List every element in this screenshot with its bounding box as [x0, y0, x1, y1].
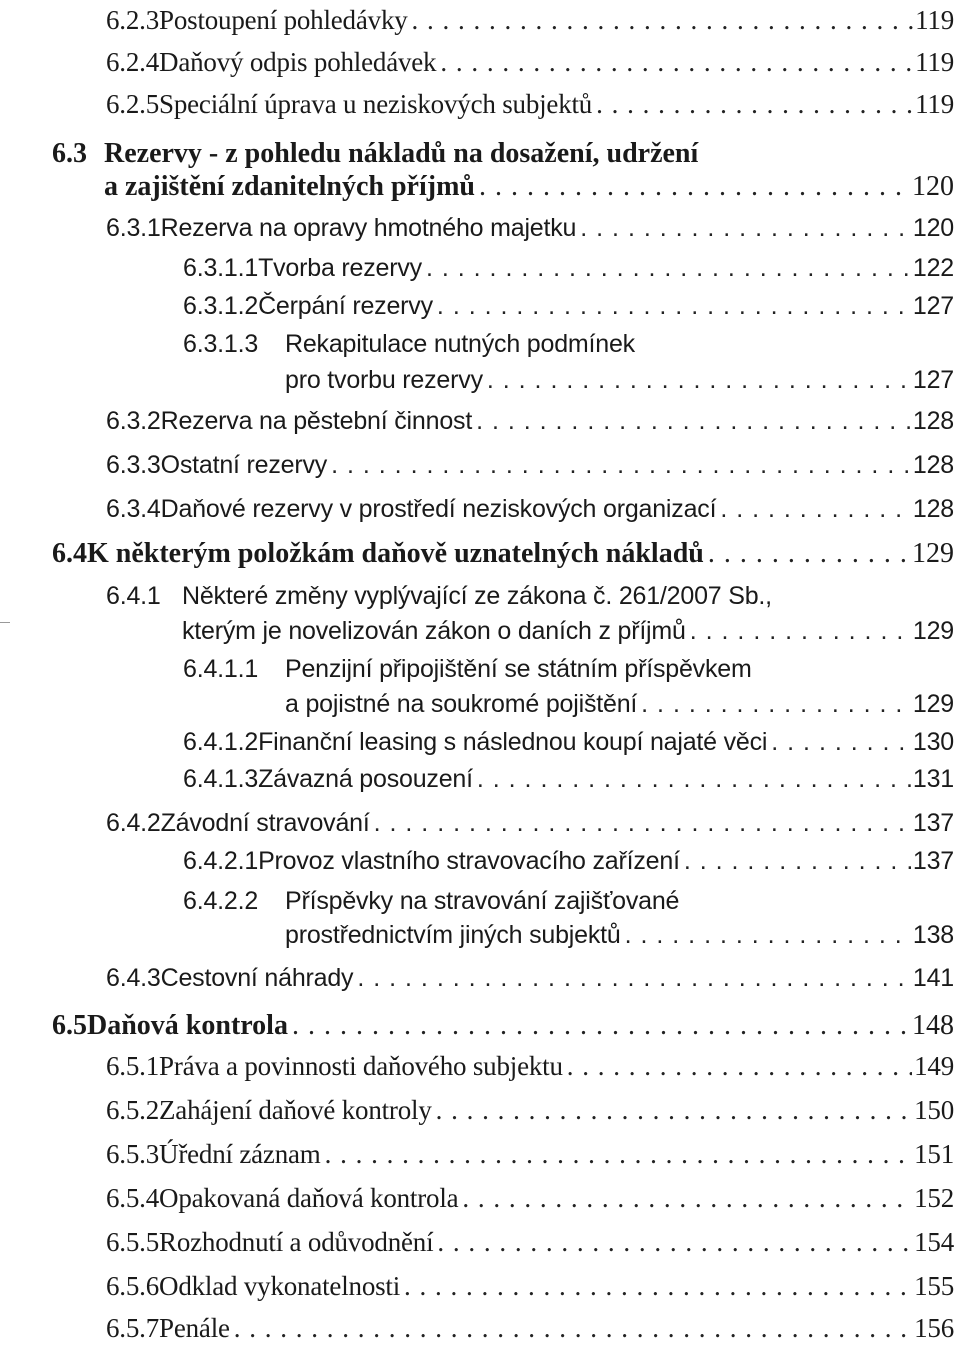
entry-heading	[52, 136, 698, 172]
entry-page: 120	[912, 171, 954, 202]
entry-page: 128	[912, 407, 954, 435]
entry-title: Provoz vlastního stravovacího zařízení	[258, 847, 680, 875]
entry-number: 6.3.4	[106, 495, 161, 523]
dot-leader	[641, 686, 911, 722]
entry-page: 152	[914, 1183, 954, 1213]
entry-number: 6.5	[52, 1010, 87, 1041]
entry-page: 127	[912, 366, 954, 394]
entry-page: 120	[912, 214, 954, 242]
entry-page: 155	[914, 1271, 954, 1301]
entry-number: 6.5.5	[106, 1227, 160, 1257]
entry-title: Speciální úprava u neziskových subjektů	[159, 89, 593, 119]
entry-page: 137	[912, 809, 954, 837]
entry-number: 6.4	[52, 538, 87, 569]
dot-leader	[596, 86, 913, 122]
dot-leader	[331, 447, 911, 483]
dot-leader	[357, 960, 911, 996]
dot-leader	[437, 1224, 912, 1260]
dot-leader	[487, 362, 911, 398]
dot-leader	[440, 44, 913, 80]
entry-title-line2: a zajištění zdanitelných příjmů	[104, 171, 475, 202]
dot-leader	[426, 250, 911, 286]
entry-title: Daňový odpis pohledávek	[159, 47, 437, 77]
entry-page: 129	[912, 538, 954, 569]
dot-leader	[708, 536, 910, 572]
entry-title-line2: kterým je novelizován zákon o daních z příjmů	[182, 617, 686, 645]
entry-title: Rozhodnutí a odůvodnění	[159, 1227, 434, 1257]
entry-number: 6.3.3	[106, 451, 161, 479]
entry-number: 6.3.1.2	[183, 292, 259, 320]
dot-leader	[690, 613, 911, 649]
entry-number: 6.3.1.1	[183, 254, 259, 282]
entry-page: 130	[912, 728, 954, 756]
entry-page: 119	[915, 89, 954, 119]
entry-title: Daňová kontrola	[87, 1010, 288, 1041]
entry-page: 131	[912, 765, 954, 793]
entry-number: 6.3.2	[106, 407, 161, 435]
entry-number: 6.5.7	[106, 1313, 160, 1343]
dot-leader	[771, 724, 911, 760]
entry-page: 151	[914, 1139, 954, 1169]
dot-leader	[567, 1048, 912, 1084]
dot-leader	[404, 1268, 912, 1304]
entry-title-line2: a pojistné na soukromé pojištění	[285, 690, 638, 718]
dot-leader	[479, 169, 910, 205]
entry-number: 6.5.1	[106, 1051, 160, 1081]
entry-title: Finanční leasing s následnou koupí najaté věci	[258, 728, 768, 756]
dot-leader	[462, 1180, 912, 1216]
entry-title: Čerpání rezervy	[258, 292, 433, 320]
entry-title: Tvorba rezervy	[258, 254, 422, 282]
entry-title-line1: Příspěvky na stravování zajišťované	[285, 887, 680, 915]
entry-number: 6.4.3	[106, 964, 161, 992]
entry-title-line1: Rekapitulace nutných podmínek	[285, 330, 635, 358]
dot-leader	[684, 843, 911, 879]
entry-number: 6.5.3	[106, 1139, 160, 1169]
dot-leader	[625, 917, 911, 953]
entry-page: 128	[912, 451, 954, 479]
entry-page: 156	[914, 1313, 954, 1343]
entry-page: 149	[914, 1051, 954, 1081]
entry-page: 141	[912, 964, 954, 992]
entry-number: 6.3	[52, 138, 87, 169]
entry-page: 129	[912, 690, 954, 718]
dot-leader	[234, 1310, 912, 1346]
entry-page: 150	[914, 1095, 954, 1125]
entry-page: 119	[915, 5, 954, 35]
dot-leader	[412, 2, 914, 38]
entry-number: 6.4.1.2	[183, 728, 259, 756]
entry-title: Úřední záznam	[159, 1139, 321, 1169]
entry-number: 6.2.3	[106, 5, 160, 35]
entry-number: 6.5.2	[106, 1095, 160, 1125]
dot-leader	[325, 1136, 913, 1172]
entry-title-line2: pro tvorbu rezervy	[285, 366, 483, 394]
entry-title: Postoupení pohledávky	[159, 5, 408, 35]
entry-number: 6.4.1.3	[183, 765, 259, 793]
dot-leader	[436, 1092, 912, 1128]
entry-title: Cestovní náhrady	[160, 964, 354, 992]
entry-number: 6.3.1.3	[183, 330, 259, 358]
entry-page: 138	[912, 921, 954, 949]
entry-page: 154	[914, 1227, 954, 1257]
entry-title: Ostatní rezervy	[160, 451, 328, 479]
entry-number: 6.4.1.1	[183, 655, 259, 683]
entry-number: 6.4.2.2	[183, 887, 259, 915]
entry-number: 6.4.1	[106, 582, 161, 610]
dot-leader	[292, 1008, 910, 1044]
entry-title-line1: Penzijní připojištění se státním příspěvkem	[285, 655, 752, 683]
entry-page: 128	[912, 495, 954, 523]
entry-title: K některým položkám daňově uznatelných nákladů	[87, 538, 704, 569]
entry-title: Daňové rezervy v prostředí neziskových organizací	[160, 495, 717, 523]
margin-mark	[0, 622, 10, 623]
entry-page: 148	[912, 1010, 954, 1041]
entry-number: 6.4.2.1	[183, 847, 259, 875]
entry-title: Penále	[159, 1313, 230, 1343]
entry-title-line2: prostřednictvím jiných subjektů	[285, 921, 621, 949]
entry-page: 119	[915, 47, 954, 77]
entry-page: 129	[912, 617, 954, 645]
entry-number: 6.2.5	[106, 89, 160, 119]
entry-page: 127	[912, 292, 954, 320]
entry-title-line1: Rezervy - z pohledu nákladů na dosažení, udržení	[104, 138, 699, 169]
entry-title: Rezerva na pěstební činnost	[160, 407, 473, 435]
entry-title: Opakovaná daňová kontrola	[159, 1183, 459, 1213]
dot-leader	[477, 761, 911, 797]
entry-title: Zahájení daňové kontroly	[159, 1095, 432, 1125]
entry-number: 6.3.1	[106, 214, 161, 242]
entry-number: 6.4.2	[106, 809, 161, 837]
entry-title: Rezerva na opravy hmotného majetku	[160, 214, 577, 242]
entry-number: 6.5.4	[106, 1183, 160, 1213]
entry-title: Práva a povinnosti daňového subjektu	[159, 1051, 563, 1081]
entry-number: 6.2.4	[106, 47, 160, 77]
dot-leader	[374, 805, 911, 841]
dot-leader	[476, 403, 911, 439]
dot-leader	[720, 491, 911, 527]
dot-leader	[437, 288, 911, 324]
entry-title: Odklad vykonatelnosti	[159, 1271, 401, 1301]
entry-page: 122	[912, 254, 954, 282]
entry-page: 137	[912, 847, 954, 875]
entry-title: Závodní stravování	[160, 809, 370, 837]
entry-title-line1: Některé změny vyplývající ze zákona č. 261/2007 Sb.,	[182, 582, 772, 610]
entry-title: Závazná posouzení	[258, 765, 473, 793]
dot-leader	[580, 210, 911, 246]
entry-number: 6.5.6	[106, 1271, 160, 1301]
